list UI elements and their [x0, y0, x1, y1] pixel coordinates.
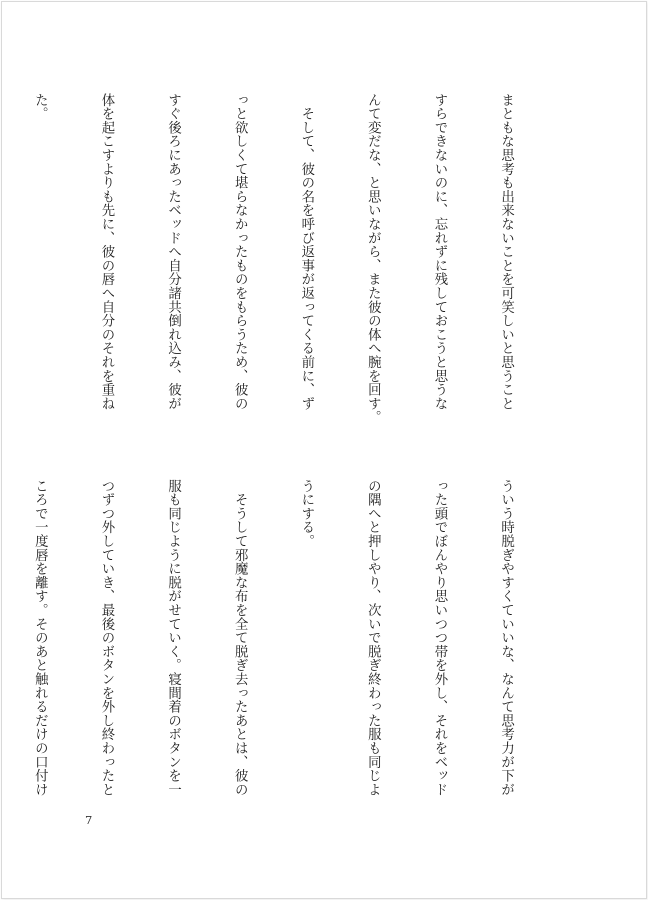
text-line: ころで一度唇を離す。そのあと触れるだけの口付け	[32, 479, 48, 797]
text-line: すらできないのに、忘れずに残しておこうと思うな	[431, 93, 447, 411]
text-block-upper	[0, 93, 561, 433]
text-line: の隅へと押しやり、次いで脱ぎ終わった服も同じよ	[365, 479, 381, 797]
text-line: た。	[32, 93, 48, 121]
text-line: ういう時脱ぎやすくていいな、なんて思考力が下が	[498, 479, 514, 797]
text-line: 体を起こすよりも先に、彼の唇へ自分のそれを重ね	[98, 93, 114, 411]
text-line: そして、彼の名を呼び返事が返ってくる前に、ず	[298, 93, 314, 411]
text-line: まともな思考も出来ないことを可笑しいと思うこと	[498, 93, 514, 411]
page-number: 7	[85, 813, 93, 827]
text-line: すぐ後ろにあったベッドへ自分諸共倒れ込み、彼が	[165, 93, 181, 411]
text-block-lower	[0, 479, 561, 819]
text-line: つずつ外していき、最後のボタンを外し終わったと	[98, 479, 114, 797]
text-line: った頭でぼんやり思いつつ帯を外し、それをベッド	[431, 479, 447, 797]
text-line: んて変だな、と思いながら、また彼の体へ腕を回す。	[365, 93, 381, 425]
text-line: そうして邪魔な布を全て脱ぎ去ったあとは、彼の	[232, 479, 248, 797]
text-line: っと欲しくて堪らなかったものをもらうため、彼の	[232, 93, 248, 411]
text-line: うにする。	[298, 479, 314, 548]
text-line: 服も同じように脱がせていく。寝間着のボタンを一	[165, 479, 181, 797]
